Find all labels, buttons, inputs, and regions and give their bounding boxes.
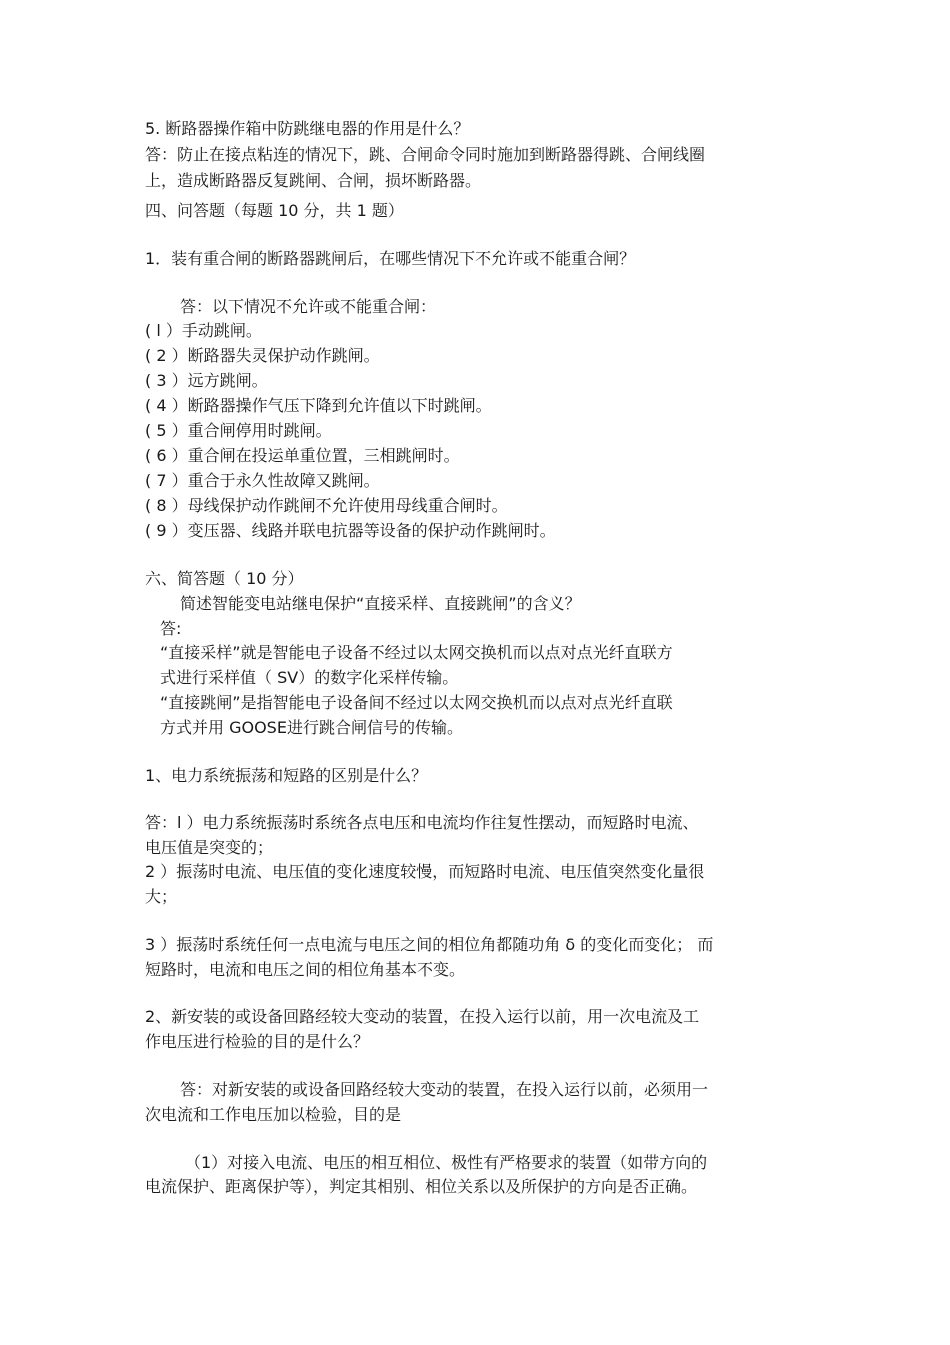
q5-question: 5. 断路器操作箱中防跳继电器的作用是什么？ (145, 119, 470, 138)
section6-answer2-line2: 方式并用 GOOSE进行跳合闸信号的传输。 (160, 718, 463, 737)
section4-title: 四、问答题（每题 10 分，共 1 题） (145, 201, 404, 220)
section6-answer1-line2: 式进行采样值（ SV）的数字化采样传输。 (160, 668, 459, 687)
list-item: ( 9 ）变压器、线路并联电抗器等设备的保护动作跳闸时。 (145, 521, 556, 540)
qa1-line4: 大； (145, 887, 178, 906)
qa2-point1-line2: 电流保护、距离保护等），判定其相别、相位关系以及所保护的方向是否正确。 (145, 1177, 698, 1196)
qa1-question: 1、电力系统振荡和短路的区别是什么？ (145, 766, 428, 785)
qa1-line1: 答：l ）电力系统振荡时系统各点电压和电流均作往复性摆动，而短路时电流、 (145, 813, 699, 832)
list-item: ( 2 ）断路器失灵保护动作跳闸。 (145, 346, 380, 365)
qa1-line2: 电压值是突变的； (145, 838, 274, 857)
qa1-line6: 短路时，电流和电压之间的相位角基本不变。 (145, 960, 466, 979)
list-item: ( 8 ）母线保护动作跳闸不允许使用母线重合闸时。 (145, 496, 508, 515)
qa2-question-line2: 作电压进行检验的目的是什么？ (145, 1032, 370, 1051)
qa1-line5: 3 ）振荡时系统任何一点电流与电压之间的相位角都随功角 δ 的变化而变化； 而 (145, 935, 714, 954)
list-item: ( 3 ）远方跳闸。 (145, 371, 268, 390)
q5-answer-line2: 上，造成断路器反复跳闸、合闸，损坏断路器。 (145, 171, 482, 190)
list-item: ( 6 ）重合闸在投运单重位置，三相跳闸时。 (145, 446, 460, 465)
q5-answer-line1: 答：防止在接点粘连的情况下，跳、合闸命令同时施加到断路器得跳、合闸线圈 (145, 145, 706, 164)
section6-answer1-line1: “直接采样”就是智能电子设备不经过以太网交换机而以点对点光纤直联方 (160, 643, 673, 662)
list-item: ( 5 ）重合闸停用时跳闸。 (145, 421, 332, 440)
section6-question: 简述智能变电站继电保护“直接采样、直接跳闸”的含义？ (180, 594, 581, 613)
section4-answer-intro: 答：以下情况不允许或不能重合闸： (180, 297, 437, 316)
list-item: ( 4 ）断路器操作气压下降到允许值以下时跳闸。 (145, 396, 492, 415)
qa2-question-line1: 2、新安装的或设备回路经较大变动的装置，在投入运行以前，用一次电流及工 (145, 1007, 700, 1026)
list-item: ( 7 ）重合于永久性故障又跳闸。 (145, 471, 380, 490)
section6-answer-label: 答: (160, 619, 182, 638)
list-item: ( l ）手动跳闸。 (145, 321, 262, 340)
qa1-line3: 2 ）振荡时电流、电压值的变化速度较慢，而短路时电流、电压值突然变化量很 (145, 862, 705, 881)
qa2-point1-line1: （1）对接入电流、电压的相互相位、极性有严格要求的装置（如带方向的 (185, 1153, 708, 1172)
qa2-answer-line2: 次电流和工作电压加以检验，目的是 (145, 1105, 402, 1124)
section6-title: 六、简答题（ 10 分） (145, 569, 304, 588)
section6-answer2-line1: “直接跳闸”是指智能电子设备间不经过以太网交换机而以点对点光纤直联 (160, 693, 673, 712)
section4-question: 1．装有重合闸的断路器跳闸后，在哪些情况下不允许或不能重合闸？ (145, 249, 636, 268)
qa2-answer-line1: 答：对新安装的或设备回路经较大变动的装置，在投入运行以前，必须用一 (180, 1080, 709, 1099)
